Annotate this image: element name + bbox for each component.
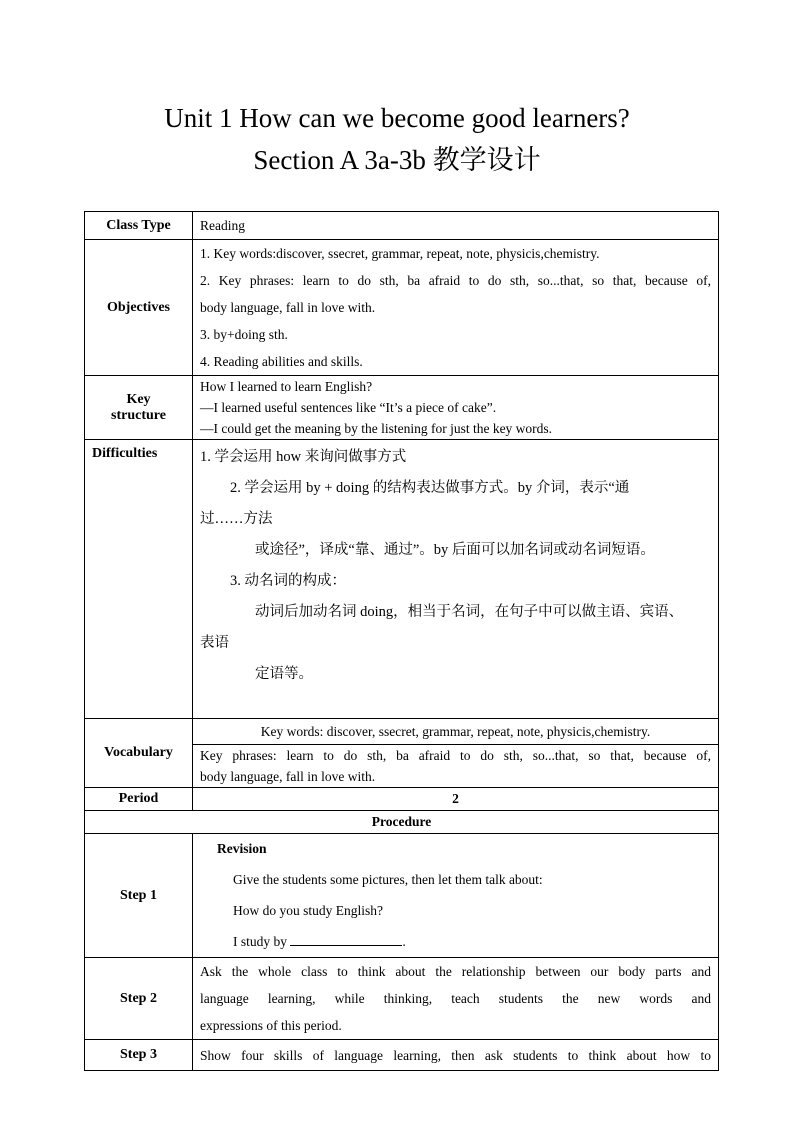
document-subtitle: Section A 3a-3b 教学设计 (253, 145, 541, 175)
row-key-structure (85, 376, 719, 440)
key-structure-label-line: structure (111, 407, 166, 423)
difficulty-line: 1. 学会运用 how 来询问做事方式 (200, 449, 407, 465)
difficulties-label: Difficulties (85, 440, 193, 719)
answer-blank[interactable] (290, 931, 402, 946)
step-label: Step 2 (85, 958, 193, 1040)
step-line-text: I study by (233, 934, 287, 949)
vocabulary-phrase-line: Key phrases: learn to do sth, ba afraid to do sth, so...that, so that, because of, (200, 748, 711, 763)
document-title: Unit 1 How can we become good learners? (164, 103, 630, 133)
key-structure-line: —I learned useful sentences like “It’s a piece of cake”. (200, 400, 497, 415)
vocabulary-phrase-line: body language, fall in love with. (200, 769, 376, 784)
difficulty-line: 2. 学会运用 by + doing 的结构表达做事方式。by 介词，表示“通 (230, 480, 630, 496)
lesson-plan-table (84, 211, 719, 1071)
key-structure-line: How I learned to learn English? (200, 379, 373, 394)
row-procedure (85, 811, 719, 834)
row-step-2 (85, 958, 719, 1040)
objective-item: 4. Reading abilities and skills. (200, 354, 363, 369)
objectives-cell (193, 240, 719, 376)
step-line: Give the students some pictures, then let them talk about: (233, 872, 543, 887)
step-line: How do you study English? (233, 903, 383, 918)
class-type-value: Reading (193, 212, 719, 240)
vocabulary-key-words: Key words: discover, ssecret, grammar, repeat, note, physicis,chemistry. (193, 719, 719, 745)
step-line: expressions of this period. (200, 1018, 342, 1033)
row-class-type (85, 212, 719, 240)
key-structure-label (85, 376, 193, 440)
step-line: Show four skills of language learning, then ask students to think about how to (200, 1047, 711, 1063)
row-difficulties (85, 440, 719, 719)
difficulties-cell (193, 440, 719, 719)
row-vocabulary-words (85, 719, 719, 745)
key-structure-line: —I could get the meaning by the listening for just the key words. (200, 421, 553, 436)
step-line (217, 926, 711, 957)
period-value: 2 (193, 788, 719, 811)
procedure-header: Procedure (85, 811, 719, 834)
difficulty-line: 过……方法 (200, 511, 273, 527)
period-label: Period (85, 788, 193, 811)
step-2-content (193, 958, 719, 1040)
step-heading: Revision (217, 841, 267, 856)
step-line-suffix: . (402, 934, 406, 949)
difficulty-line: 或途径”，译成“靠、通过”。by 后面可以加名词或动名词短语。 (255, 542, 655, 558)
key-structure-label-line: Key (126, 391, 151, 407)
step-3-content (193, 1040, 719, 1071)
difficulty-line: 3. 动名词的构成： (230, 573, 346, 589)
objective-item: 1. Key words:discover, ssecret, grammar, repeat, note, physicis,chemistry. (200, 246, 600, 261)
row-period (85, 788, 719, 811)
vocabulary-label: Vocabulary (85, 719, 193, 788)
class-type-label: Class Type (85, 212, 193, 240)
step-line: Ask the whole class to think about the relationship between our body parts and (200, 964, 711, 979)
step-line: language learning, while thinking, teach students the new words and (200, 991, 711, 1006)
objective-item: 3. by+doing sth. (200, 327, 288, 342)
objectives-label: Objectives (85, 240, 193, 376)
vocabulary-key-phrases (193, 745, 719, 788)
key-structure-cell (193, 376, 719, 440)
step-1-content (193, 834, 719, 958)
objective-item: 2. Key phrases: learn to do sth, ba afraid to do sth, so...that, so that, because of, (200, 273, 711, 288)
difficulty-line: 动词后加动名词 doing，相当于名词，在句子中可以做主语、宾语、 (255, 604, 684, 620)
difficulty-line: 表语 (200, 635, 229, 651)
objective-item: body language, fall in love with. (200, 300, 376, 315)
step-label: Step 1 (85, 834, 193, 958)
step-label: Step 3 (85, 1040, 193, 1071)
row-objectives (85, 240, 719, 376)
row-step-3 (85, 1040, 719, 1071)
row-step-1 (85, 834, 719, 958)
difficulty-line: 定语等。 (255, 666, 313, 682)
